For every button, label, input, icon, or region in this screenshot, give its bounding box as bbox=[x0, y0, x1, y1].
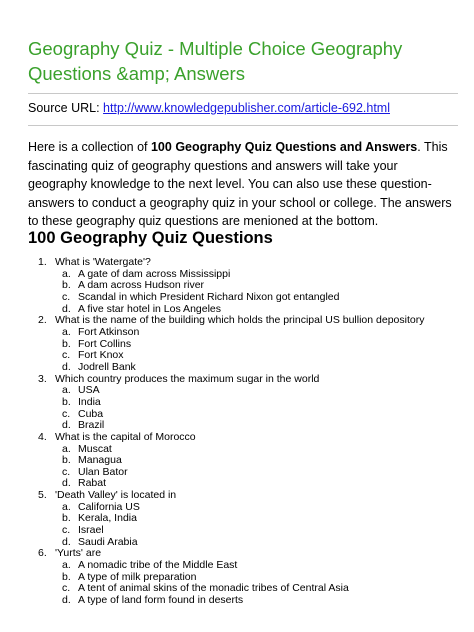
option-letter: b. bbox=[62, 512, 71, 525]
option-text: Muscat bbox=[78, 442, 112, 455]
option-text: Jodrell Bank bbox=[78, 360, 136, 373]
option-letter: b. bbox=[62, 395, 71, 408]
option-text: A tent of animal skins of the monadic tribes of Central Asia bbox=[78, 582, 349, 595]
intro-paragraph bbox=[28, 138, 456, 231]
option-letter: d. bbox=[62, 477, 71, 490]
option-text: A type of land form found in deserts bbox=[78, 594, 244, 607]
question-text: What is the capital of Morocco bbox=[55, 430, 196, 443]
question-item bbox=[28, 315, 458, 373]
question-text: Which country produces the maximum sugar in the world bbox=[55, 372, 320, 385]
option-text: Managua bbox=[78, 454, 122, 467]
option-letter: a. bbox=[62, 267, 71, 280]
option-text: A nomadic tribe of the Middle East bbox=[78, 559, 238, 572]
answer-option bbox=[55, 385, 458, 397]
option-text: Fort Atkinson bbox=[78, 325, 140, 338]
option-letter: c. bbox=[62, 290, 71, 303]
option-letter: d. bbox=[62, 419, 71, 432]
option-letter: b. bbox=[62, 279, 71, 292]
option-letter: d. bbox=[62, 302, 71, 315]
question-text: What is the name of the building which holds the principal US bullion depository bbox=[55, 314, 425, 327]
option-letter: a. bbox=[62, 559, 71, 572]
option-letter: c. bbox=[62, 465, 71, 478]
question-item bbox=[28, 490, 458, 548]
option-text: USA bbox=[78, 384, 100, 397]
option-text: A type of milk preparation bbox=[78, 570, 197, 583]
section-heading: 100 Geography Quiz Questions bbox=[28, 229, 273, 247]
option-letter: a. bbox=[62, 442, 71, 455]
question-number: 1. bbox=[38, 256, 47, 268]
option-letter: c. bbox=[62, 407, 71, 420]
option-text: A gate of dam across Mississippi bbox=[78, 267, 231, 280]
option-text: Fort Knox bbox=[78, 349, 124, 362]
option-letter: d. bbox=[62, 360, 71, 373]
answer-option bbox=[55, 467, 458, 479]
option-letter: b. bbox=[62, 454, 71, 467]
option-text: Kerala, India bbox=[78, 512, 137, 525]
question-number: 2. bbox=[38, 314, 47, 327]
option-letter: c. bbox=[62, 349, 71, 362]
option-letter: c. bbox=[62, 582, 71, 595]
option-letter: a. bbox=[62, 384, 71, 397]
question-text: What is 'Watergate'? bbox=[55, 256, 151, 268]
option-list bbox=[55, 560, 458, 607]
option-letter: c. bbox=[62, 524, 71, 537]
divider-top bbox=[28, 93, 458, 94]
source-label: Source URL: bbox=[28, 101, 100, 115]
intro-text-end: . This fascinating quiz of geography questions and answers will take your geography knowledge to the next level. You can also use these question-answers to conduct a geography quiz in your school or college. The answers to these geography quiz questions are menioned at the bottom. bbox=[28, 140, 452, 229]
question-list bbox=[28, 257, 458, 607]
question-number: 3. bbox=[38, 372, 47, 385]
option-text: Brazil bbox=[78, 419, 105, 432]
intro-text-start: Here is a collection of bbox=[28, 140, 151, 154]
option-text: A dam across Hudson river bbox=[78, 279, 205, 292]
answer-option bbox=[55, 595, 458, 607]
option-letter: a. bbox=[62, 500, 71, 513]
option-text: Rabat bbox=[78, 477, 107, 490]
option-text: Scandal in which President Richard Nixon got entangled bbox=[78, 290, 340, 303]
option-text: California US bbox=[78, 500, 140, 513]
option-text: Ulan Bator bbox=[78, 465, 128, 478]
option-letter: a. bbox=[62, 325, 71, 338]
option-letter: d. bbox=[62, 594, 71, 607]
question-number: 6. bbox=[38, 547, 47, 560]
source-line bbox=[28, 101, 390, 115]
question-text: 'Death Valley' is located in bbox=[55, 489, 177, 502]
divider-bottom bbox=[28, 125, 458, 126]
option-letter: b. bbox=[62, 337, 71, 350]
answer-option bbox=[55, 409, 458, 421]
option-list bbox=[55, 502, 458, 549]
option-letter: b. bbox=[62, 570, 71, 583]
question-item bbox=[28, 432, 458, 490]
option-text: Fort Collins bbox=[78, 337, 132, 350]
question-item bbox=[28, 257, 458, 315]
question-item bbox=[28, 548, 458, 606]
option-text: Saudi Arabia bbox=[78, 535, 138, 548]
page-title: Geography Quiz - Multiple Choice Geography Questions &amp; Answers bbox=[28, 38, 403, 84]
option-text: India bbox=[78, 395, 101, 408]
option-list bbox=[55, 444, 458, 491]
option-text: Cuba bbox=[78, 407, 104, 420]
question-number: 5. bbox=[38, 489, 47, 502]
question-text: 'Yurts' are bbox=[55, 547, 102, 560]
option-list bbox=[55, 327, 458, 374]
option-text: A five star hotel in Los Angeles bbox=[78, 302, 222, 315]
answer-option bbox=[55, 397, 458, 409]
source-link[interactable]: http://www.knowledgepublisher.com/article-692.html bbox=[103, 101, 390, 115]
option-text: Israel bbox=[78, 524, 104, 537]
option-list bbox=[55, 269, 458, 316]
option-list bbox=[55, 385, 458, 432]
option-letter: d. bbox=[62, 535, 71, 548]
intro-bold-text: 100 Geography Quiz Questions and Answers bbox=[150, 140, 418, 154]
question-item bbox=[28, 374, 458, 432]
answer-option bbox=[55, 513, 458, 525]
answer-option bbox=[55, 537, 458, 549]
question-number: 4. bbox=[38, 430, 47, 443]
